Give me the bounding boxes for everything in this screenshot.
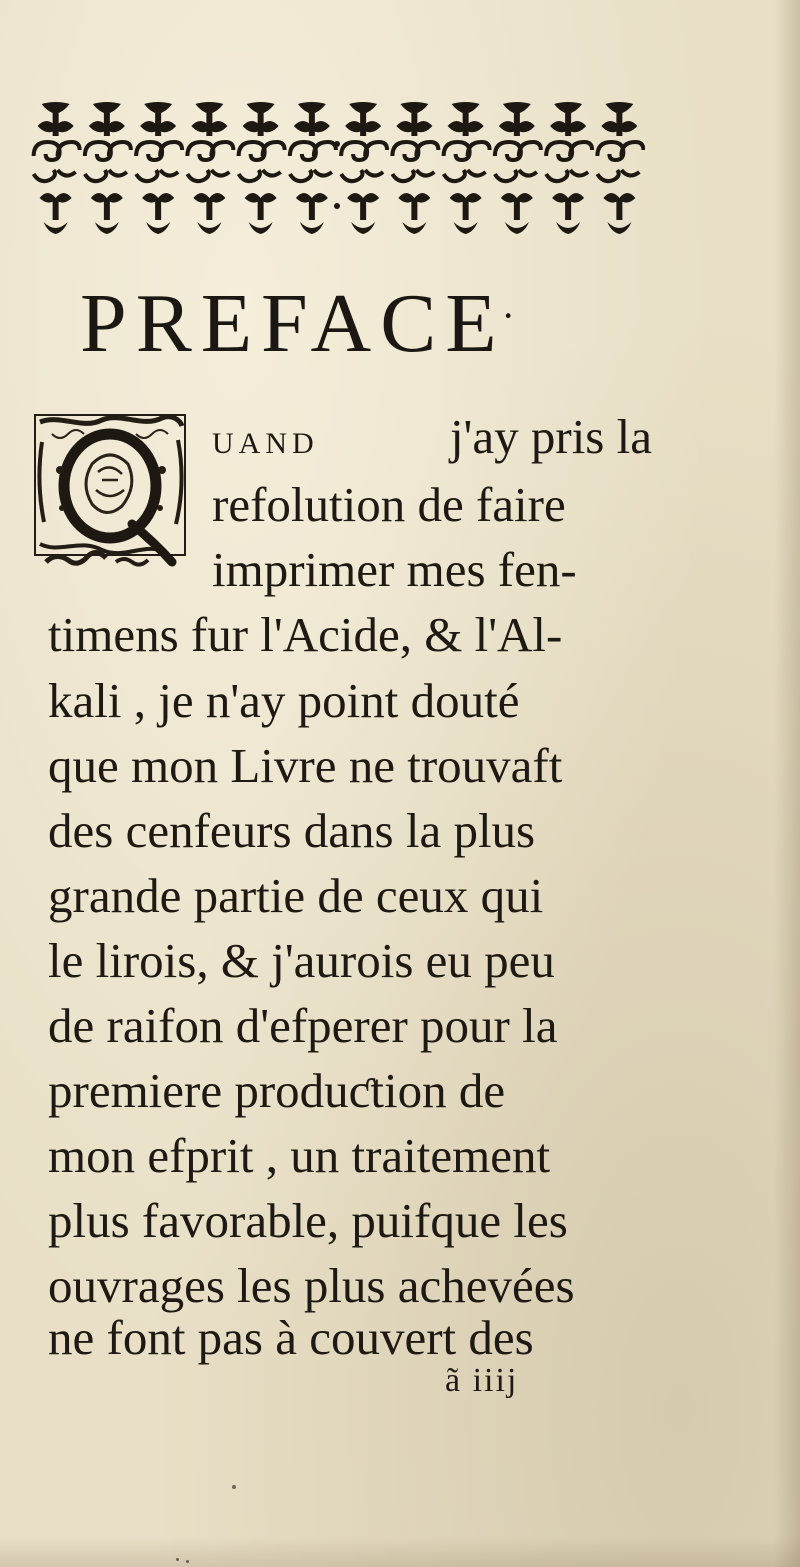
text-line-2: refolution de faire [212,477,566,532]
decorated-initial-icon [32,412,188,576]
page-title: PREFACE· [80,277,524,370]
text-line-6: que mon Livre ne trouvaft [48,738,563,793]
text-line-1: UAND j'ay pris la [212,409,652,464]
text-line-11: premiere produƈtion de [48,1063,506,1118]
ink-speck [186,1560,189,1563]
text-line-4: timens fur l'Acide, & l'Al- [48,607,563,662]
signature-mark: ã iiij [445,1362,519,1399]
ink-speck [176,1558,179,1561]
ink-speck [232,1485,236,1489]
text-line-5: kali , je n'ay point douté [48,673,520,728]
text-line-10: de raifon d'efperer pour la [48,998,558,1053]
text-line-15: ne font pas à couvert des [48,1310,534,1365]
text-line-12: mon efprit , un traitement [48,1128,551,1183]
text-line-8: grande partie de ceux qui [48,868,544,923]
text-line-13: plus favorable, puifque les [48,1193,568,1248]
text-line-7: des cenfeurs dans la plus [48,803,536,858]
bottom-shade [0,1537,800,1567]
text-line-3: imprimer mes fen- [212,542,577,597]
gutter-shadow [774,0,800,1567]
fleuron-headpiece-icon [30,98,645,238]
text-line-14: ouvrages les plus achevées [48,1258,575,1313]
text-line-9: le lirois, & j'aurois eu peu [48,933,555,988]
